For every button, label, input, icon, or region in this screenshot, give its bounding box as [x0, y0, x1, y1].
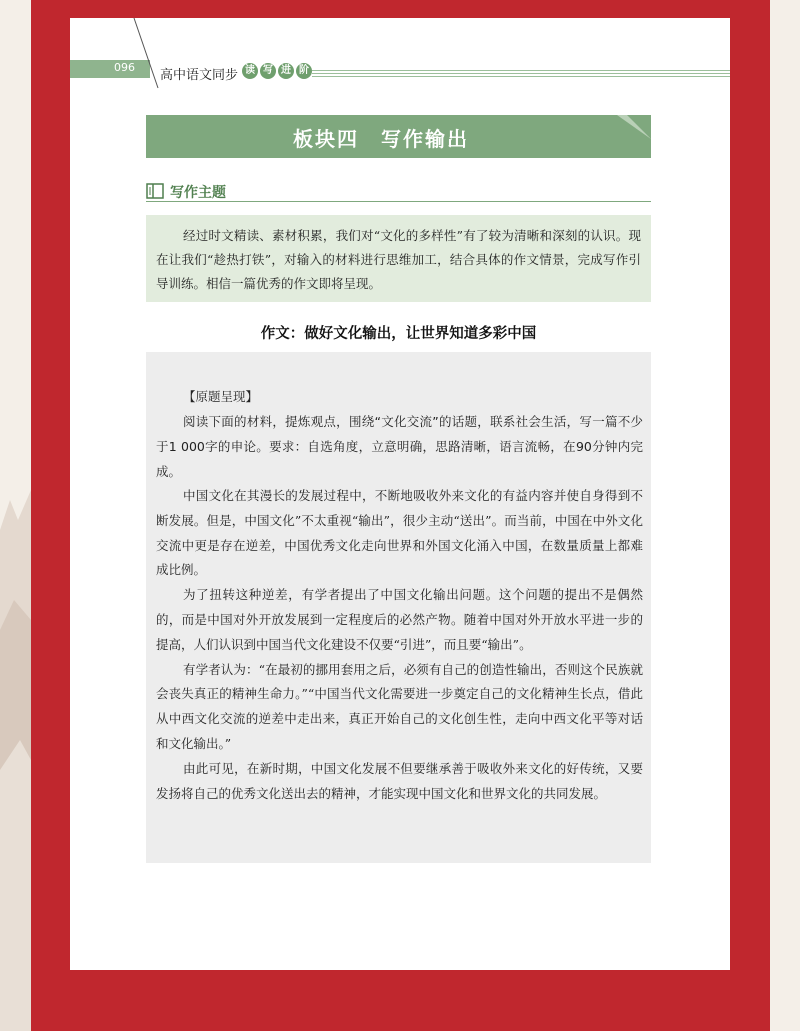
series-badge: 进 — [278, 63, 294, 79]
prompt-block — [146, 352, 651, 863]
topic-label: 写作主题 — [170, 185, 226, 201]
essay-title: 作文：做好文化输出，让世界知道多彩中国 — [260, 326, 537, 342]
prompt-instruction: 阅读下面的材料，提炼观点，围绕“文化交流”的话题，联系社会生活，写一篇不少于1 000字的申论。要求：自选角度，立意明确，思路清晰，语言流畅，在90分钟内完成。 — [156, 414, 643, 479]
prompt-heading: 【原题呈现】 — [183, 389, 259, 404]
series-badge: 阶 — [296, 63, 312, 79]
material-paragraph: 为了扭转这种逆差，有学者提出了中国文化输出问题。这个问题的提出不是偶然的，而是中国对外开放发展到一定程度后的必然产物。随着中国对外开放水平进一步的提高，人们认识到中国当代文化建设不仅要“引进”，而且要“输出”。 — [156, 587, 643, 652]
mountain-decoration — [0, 470, 31, 1031]
topic-underline — [146, 201, 651, 202]
header-rule — [312, 70, 730, 78]
series-badges — [242, 63, 312, 79]
book-title: 高中语文同步 — [160, 68, 239, 83]
book-page — [70, 18, 730, 970]
header-slash-line — [132, 18, 162, 90]
material-paragraph: 中国文化在其漫长的发展过程中，不断地吸收外来文化的有益内容并使自身得到不断发展。但是，中国文化”不太重视“输出”，很少主动“送出”。而当前，中国在中外文化交流中更是存在逆差，中国优秀文化走向世界和外国文化涌入中国，在数量质量上都难成比例。 — [156, 488, 643, 578]
topic-heading — [146, 182, 651, 202]
material-paragraph: 由此可见，在新时期，中国文化发展不但要继承善于吸收外来文化的好传统，又要发扬将自己的优秀文化送出去的精神，才能实现中国文化和世界文化的共同发展。 — [156, 760, 643, 801]
banner-fold-corner — [617, 115, 651, 158]
intro-box: 经过时文精读、素材积累，我们对“文化的多样性”有了较为清晰和深刻的认识。现在让我们“趁热打铁”，对输入的材料进行思维加工，结合具体的作文情景，完成写作引导训练。相信一篇优秀的作文即将呈现。 — [146, 215, 651, 302]
section-title: 板块四 写作输出 — [293, 127, 469, 151]
section-banner — [146, 115, 651, 158]
series-badge: 写 — [260, 63, 276, 79]
book-icon — [146, 182, 166, 200]
material-paragraph: 有学者认为：“在最初的挪用套用之后，必须有自己的创造性输出，否则这个民族就会丧失真正的精神生命力。”“中国当代文化需要进一步奠定自己的文化精神生长点，借此从中西文化交流的逆差中走出来，真正开始自己的文化创生性，走向中西文化平等对话和文化输出。” — [156, 661, 643, 751]
page-number: 096 — [114, 61, 135, 74]
series-badge: 读 — [242, 63, 258, 79]
